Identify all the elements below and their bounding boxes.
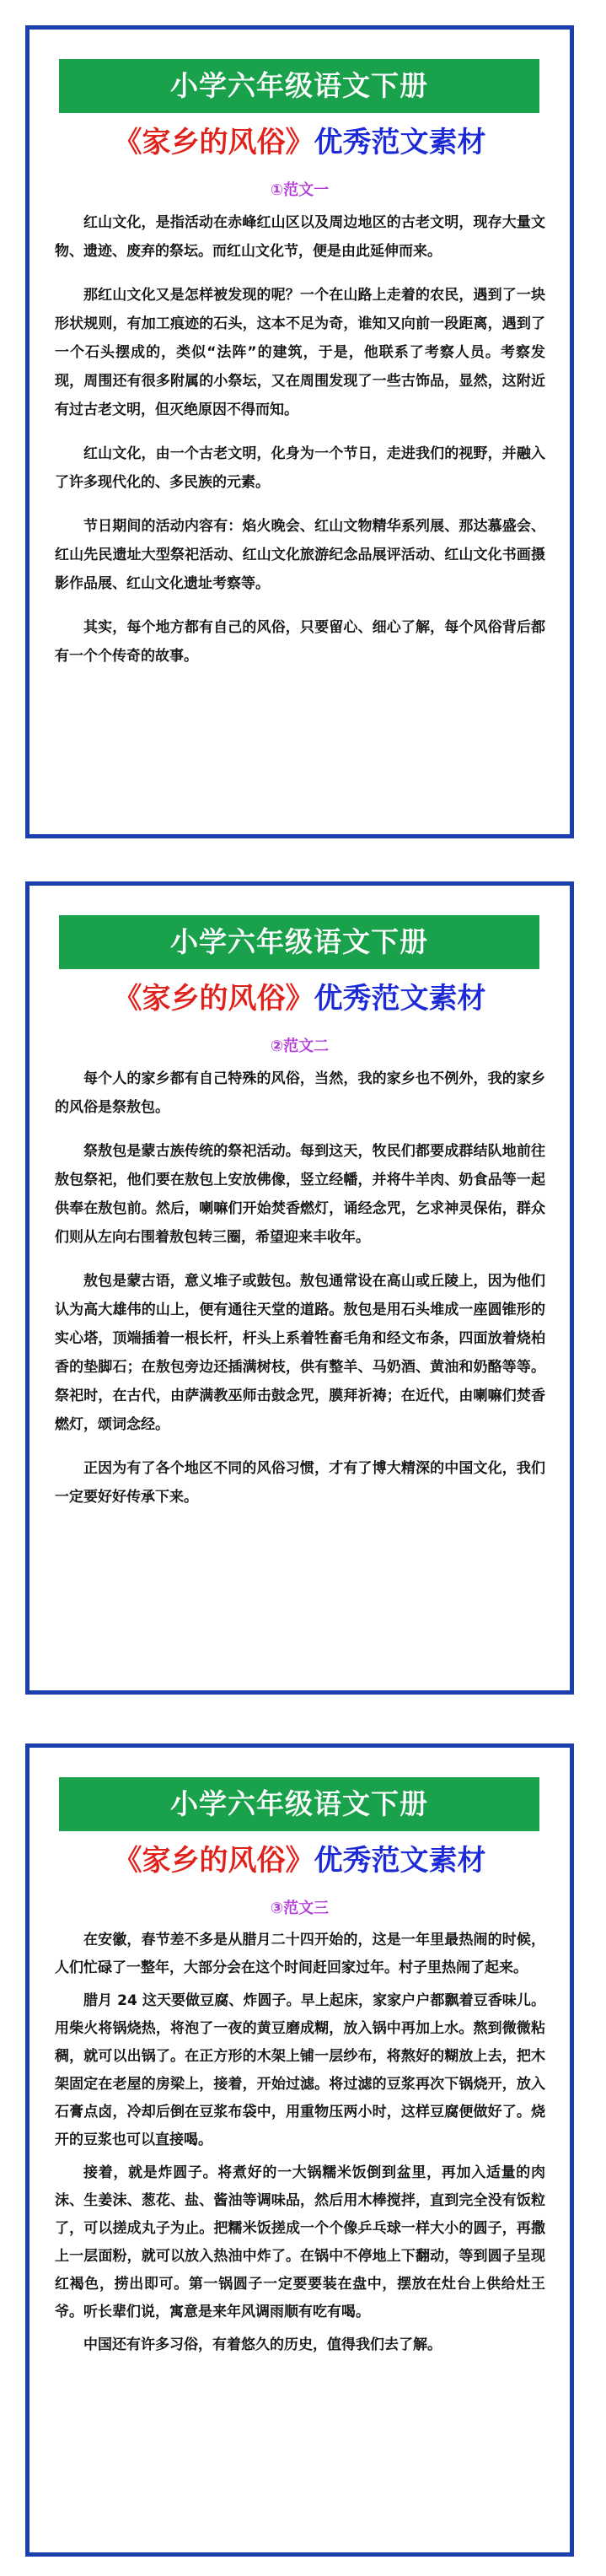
subtitle-material: 优秀范文素材 [314, 126, 486, 159]
title-banner: 小学六年级语文下册 [59, 59, 539, 113]
essay-label: ①范文一 [270, 181, 330, 199]
essay-body [55, 1927, 545, 2364]
paragraph: 其实，每个地方都有自己的风俗，只要留心、细心了解，每个风俗背后都有一个个传奇的故事。 [55, 619, 545, 665]
paragraph: 每个人的家乡都有自己特殊的风俗，当然，我的家乡也不例外，我的家乡的风俗是祭敖包。 [55, 1070, 545, 1116]
paragraph: 那红山文化又是怎样被发现的呢？一个在山路上走着的农民，遇到了一块形状规则，有加工痕迹的石头，这本不足为奇，谁知又向前一段距离，遇到了一个石头摆成的，类似“法阵”的建筑，于是，他联系了考察人员。考察发现，周围还有很多附属的小祭坛，又在周围发现了一些古饰品，显然，这附近有过古老文明，但灭绝原因不得而知。 [55, 287, 545, 418]
subtitle-book-title: 《家乡的风俗》 [113, 982, 314, 1016]
subtitle-material: 优秀范文素材 [314, 1844, 486, 1878]
essay-card-2 [25, 881, 574, 1695]
subtitle-material: 优秀范文素材 [314, 982, 486, 1016]
essay-label: ②范文二 [270, 1037, 330, 1055]
subtitle [29, 121, 570, 164]
subtitle [29, 1839, 570, 1883]
essay-body [55, 208, 545, 686]
paragraph: 中国还有许多习俗，有着悠久的历史，值得我们去了解。 [83, 2336, 442, 2353]
paragraph: 红山文化，由一个古老文明，化身为一个节日，走进我们的视野，并融入了许多现代化的、多民族的元素。 [55, 445, 545, 491]
subtitle-book-title: 《家乡的风俗》 [113, 1844, 314, 1878]
essay-label: ③范文三 [270, 1900, 330, 1917]
essay-body [55, 1064, 545, 1527]
paragraph: 节日期间的活动内容有：焰火晚会、红山文物精华系列展、那达慕盛会、红山先民遗址大型祭祀活动、红山文化旅游纪念品展评活动、红山文化书画摄影作品展、红山文化遗址考察等。 [55, 518, 545, 592]
title-banner: 小学六年级语文下册 [59, 915, 539, 969]
paragraph: 红山文化，是指活动在赤峰红山区以及周边地区的古老文明，现存大量文物、遗迹、废弃的祭坛。而红山文化节，便是由此延伸而来。 [55, 214, 545, 260]
subtitle [29, 977, 570, 1021]
paragraph: 腊月 24 这天要做豆腐、炸圆子。早上起床，家家户户都飘着豆香味儿。用柴火将锅烧热，将泡了一夜的黄豆磨成糊，放入锅中再加上水。熬到微微粘稠，就可以出锅了。在正方形的木架上铺一层纱布，将熬好的糊放上去，把木架固定在老屋的房梁上，接着，开始过滤。将过滤的豆浆再次下锅烧开，放入石膏点卤，冷却后倒在豆浆布袋中，用重物压两小时，这样豆腐便做好了。烧开的豆浆也可以直接喝。 [55, 1992, 545, 2148]
essay-card-1 [25, 25, 574, 838]
paragraph: 祭敖包是蒙古族传统的祭祀活动。每到这天，牧民们都要成群结队地前往敖包祭祀，他们要在敖包上安放佛像，竖立经幡，并将牛羊肉、奶食品等一起供奉在敖包前。然后，喇嘛们开始焚香燃灯，诵经念咒，乞求神灵保佑，群众们则从左向右围着敖包转三圈，希望迎来丰收年。 [55, 1143, 545, 1246]
title-banner: 小学六年级语文下册 [59, 1777, 539, 1831]
paragraph: 在安徽，春节差不多是从腊月二十四开始的，这是一年里最热闹的时候，人们忙碌了一整年，大部分会在这个时间赶回家过年。村子里热闹了起来。 [55, 1932, 545, 1976]
paragraph: 正因为有了各个地区不同的风俗习惯，才有了博大精深的中国文化，我们一定要好好传承下来。 [55, 1460, 545, 1506]
paragraph: 敖包是蒙古语，意义堆子或鼓包。敖包通常设在高山或丘陵上，因为他们认为高大雄伟的山上，便有通往天堂的道路。敖包是用石头堆成一座圆锥形的实心塔，顶端插着一根长杆，杆头上系着牲畜毛角和经文布条，四面放着烧柏香的垫脚石；在敖包旁边还插满树枝，供有整羊、马奶酒、黄油和奶酪等等。祭祀时，在古代，由萨满教巫师击鼓念咒，膜拜祈祷；在近代，由喇嘛们焚香燃灯，颂词念经。 [55, 1273, 545, 1433]
paragraph: 接着，就是炸圆子。将煮好的一大锅糯米饭倒到盆里，再加入适量的肉沫、生姜沫、葱花、盐、酱油等调味品，然后用木棒搅拌，直到完全没有饭粒了，可以搓成丸子为止。把糯米饭搓成一个个像乒乓球一样大小的圆子，再撒上一层面粉，就可以放入热油中炸了。在锅中不停地上下翻动，等到圆子呈现红褐色，捞出即可。第一锅圆子一定要要装在盘中，摆放在灶台上供给灶王爷。听长辈们说，寓意是来年风调雨顺有吃有喝。 [55, 2164, 545, 2320]
essay-card-3 [25, 1743, 574, 2557]
subtitle-book-title: 《家乡的风俗》 [113, 126, 314, 159]
